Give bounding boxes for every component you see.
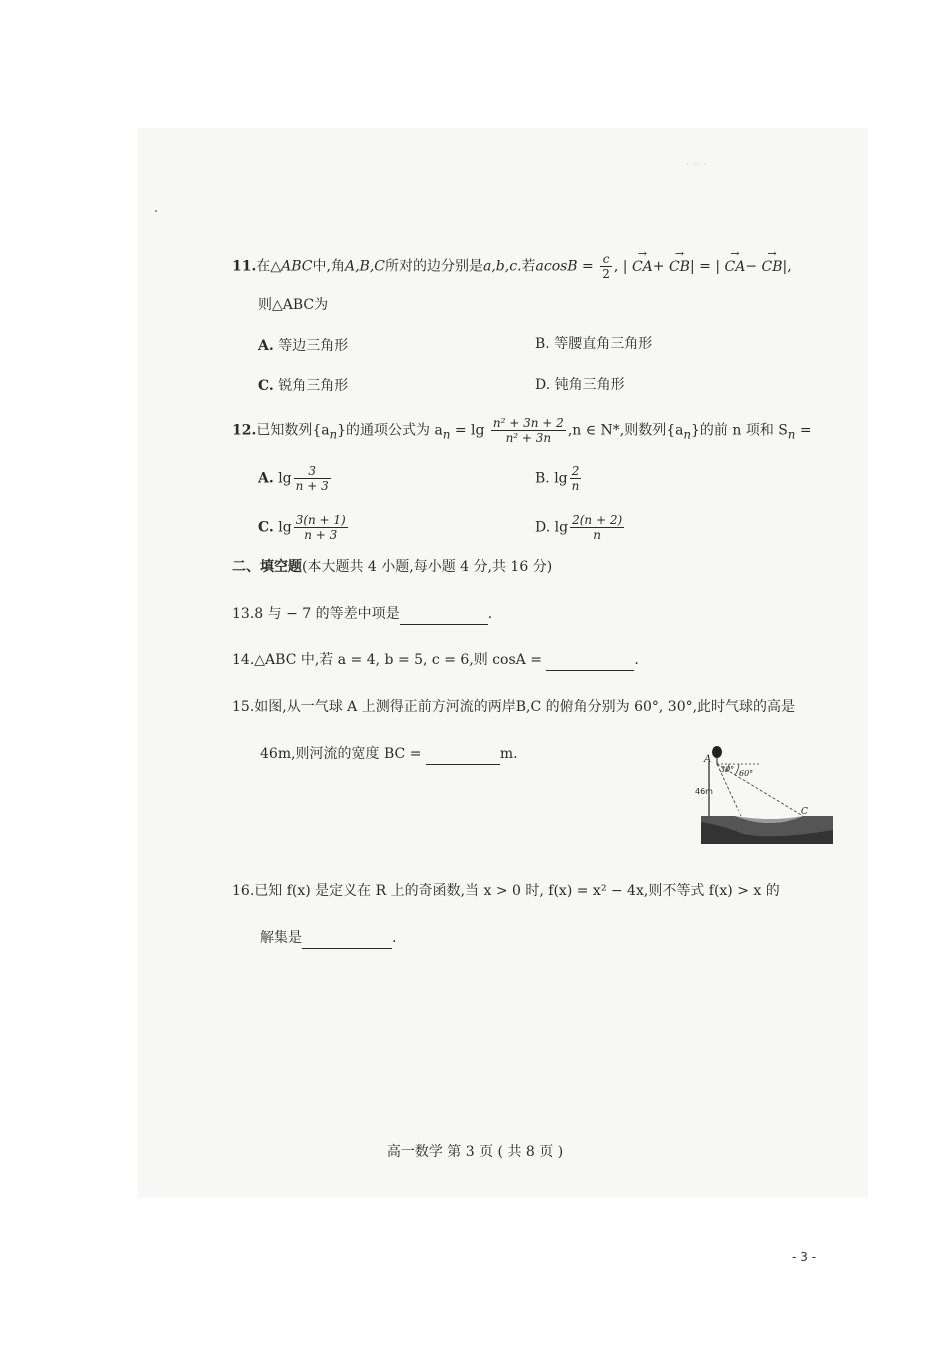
q12-option-c[interactable]	[258, 513, 350, 542]
q12-number: 12.	[232, 422, 257, 439]
q11-option-b[interactable]	[535, 334, 652, 354]
q12-fraction	[491, 416, 566, 445]
vector-cb: → CB	[669, 257, 690, 277]
option-text: 等腰直角三角形	[554, 336, 653, 352]
q15-answer-blank[interactable]	[426, 744, 500, 765]
option-fraction	[570, 513, 624, 542]
q11-eq: =	[582, 258, 594, 275]
q11-number: 11.	[232, 258, 257, 275]
q12-option-d[interactable]	[535, 513, 626, 542]
q13-end: .	[487, 606, 493, 622]
q12-subscript: n	[683, 427, 692, 442]
q16-end: .	[392, 930, 397, 946]
q11-sides: a,b,c	[482, 258, 518, 275]
q11-text: | = |	[689, 258, 721, 275]
option-fraction	[294, 513, 348, 542]
scan-speck	[155, 210, 157, 212]
q11-question: 则△ABC为	[258, 297, 329, 313]
q13	[232, 604, 492, 625]
q12-stem	[232, 416, 812, 445]
option-text: 锐角三角形	[278, 378, 349, 394]
point-c-label: C	[801, 807, 808, 817]
q13-text: 13.8 与 − 7 的等差中项是	[232, 606, 400, 622]
option-num: 2(n + 2)	[572, 513, 623, 527]
option-text: 等边三角形	[278, 338, 349, 354]
q11-text: |,	[782, 258, 792, 275]
option-label: A.	[258, 338, 274, 354]
vector-ca: → CA	[725, 257, 746, 277]
q12-subscript: n	[787, 427, 796, 442]
q11-option-d[interactable]	[535, 375, 625, 395]
option-lg: lg	[278, 470, 292, 487]
q11-option-a[interactable]	[258, 336, 348, 356]
page-number: - 3 -	[792, 1250, 816, 1264]
option-text: 钝角三角形	[554, 377, 625, 393]
q11-minus: −	[745, 258, 758, 275]
q11-frac-num: c	[600, 252, 612, 267]
q16-answer-blank[interactable]	[302, 928, 392, 949]
point-a-label: A	[704, 754, 712, 765]
q11-text: , |	[613, 258, 628, 275]
q15-line2	[260, 744, 518, 765]
vector-cb: → CB	[762, 257, 783, 277]
q11-stem	[232, 252, 792, 281]
section-heading	[232, 557, 552, 577]
scan-mark: · ·· ·	[686, 160, 708, 169]
point-b-label: B	[737, 808, 743, 817]
q11-frac-den: 2	[602, 267, 610, 281]
q16-stem: 16.已知 f(x) 是定义在 R 上的奇函数,当 x > 0 时, f(x) = x² − 4x,则不等式 f(x) > x 的	[232, 883, 780, 899]
q12-text: 已知数列{a	[256, 422, 330, 439]
option-fraction	[570, 464, 582, 493]
balloon-icon	[712, 746, 722, 758]
option-den: n + 3	[304, 528, 338, 542]
page-footer: 高一数学 第 3 页 ( 共 8 页 )	[386, 1144, 564, 1160]
q12-frac-den: n² + 3n	[505, 431, 552, 445]
q12-text: }的通项公式为 a	[337, 422, 443, 439]
option-lg: lg	[554, 470, 568, 487]
q14-text: 14.△ABC 中,若 a = 4, b = 5, c = 6,则 cosA =	[232, 652, 542, 668]
q11-acosb: acosB	[535, 258, 578, 275]
q11-text: 中,角	[312, 258, 345, 275]
q16-text: 解集是	[260, 930, 302, 946]
option-num: 3(n + 1)	[295, 513, 346, 527]
q11-text: 在△	[256, 258, 282, 275]
option-label: C.	[258, 519, 274, 536]
q15-text: 46m,则河流的宽度 BC =	[260, 746, 422, 762]
option-fraction	[294, 464, 331, 493]
q11-fraction	[600, 252, 612, 281]
height-label: 46m	[695, 787, 713, 796]
q14	[232, 650, 639, 671]
q11-plus: +	[652, 258, 665, 275]
q11-angles: A,B,C	[344, 258, 385, 275]
q12-option-b[interactable]	[535, 464, 583, 493]
option-den: n	[593, 528, 601, 542]
q11-option-c[interactable]	[258, 376, 348, 396]
option-den: n + 3	[295, 479, 329, 493]
angle-60-label: 60°	[739, 769, 754, 778]
angle-30-label: 30°	[720, 765, 735, 774]
section-title: 二、填空题	[232, 559, 302, 575]
q14-answer-blank[interactable]	[546, 650, 634, 671]
q11-triangle: ABC	[281, 258, 313, 275]
q15-stem: 15.如图,从一气球 A 上测得正前方河流的两岸B,C 的俯角分别为 60°, 30°,此时气球的高是	[232, 699, 796, 715]
q15-unit: m.	[499, 746, 518, 762]
q12-text: ,n ∈ N*,则数列{a	[567, 422, 684, 439]
option-label: D.	[535, 519, 551, 536]
option-lg: lg	[554, 519, 569, 536]
q13-answer-blank[interactable]	[400, 604, 488, 625]
option-label: D.	[535, 377, 551, 393]
q12-text: =	[795, 422, 812, 439]
q12-option-a[interactable]	[258, 464, 333, 493]
option-den: n	[571, 479, 580, 493]
section-note: (本大题共 4 小题,每小题 4 分,共 16 分)	[302, 559, 553, 575]
q12-subscript: n	[329, 427, 338, 442]
option-label: A.	[258, 470, 274, 487]
option-label: B.	[535, 470, 550, 487]
q12-subscript: n	[442, 427, 451, 442]
q11-text: 所对的边分别是	[384, 258, 483, 275]
q14-end: .	[634, 652, 639, 668]
option-lg: lg	[278, 519, 292, 536]
option-num: 2	[570, 464, 582, 479]
q12-text: = lg	[450, 422, 485, 439]
vector-ca: → CA	[632, 257, 653, 277]
q16-line2	[260, 928, 396, 949]
option-label: B.	[535, 336, 550, 352]
q12-frac-num: n² + 3n + 2	[492, 416, 564, 430]
option-label: C.	[258, 378, 274, 394]
q12-text: }的前 n 项和 S	[691, 422, 788, 439]
balloon-river-figure	[695, 742, 835, 848]
q11-text: .若	[517, 258, 536, 275]
option-num: 3	[294, 464, 331, 479]
